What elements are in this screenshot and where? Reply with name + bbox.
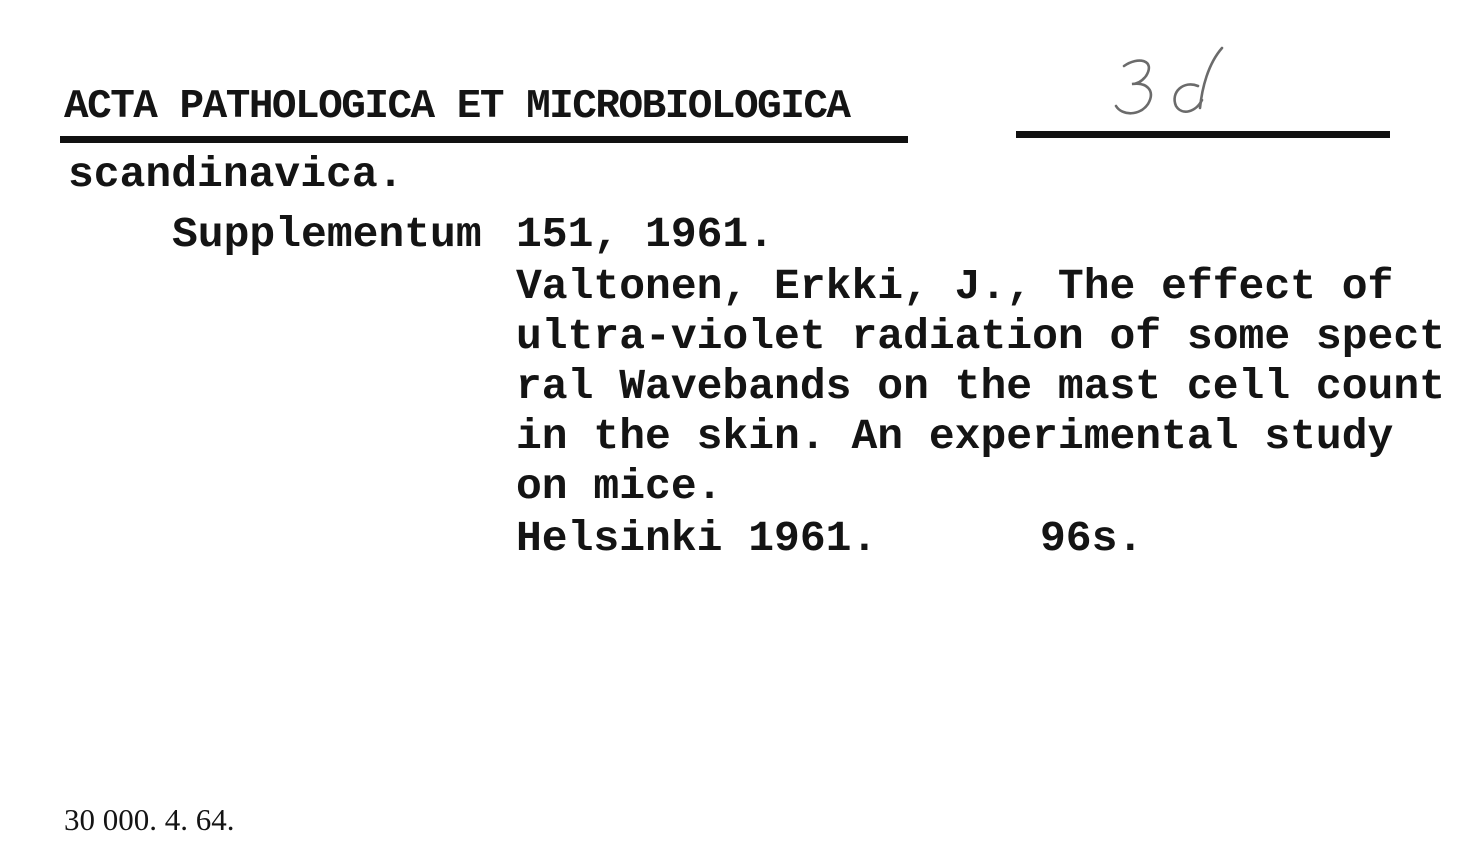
card-heading: ACTA PATHOLOGICA ET MICROBIOLOGICA: [64, 84, 850, 130]
description-line: ultra-violet radiation of some spect: [516, 312, 1445, 361]
description-line: Valtonen, Erkki, J., The effect of: [516, 262, 1394, 311]
imprint-pages: 96s.: [1040, 514, 1144, 563]
signature-line: [1016, 131, 1390, 138]
print-code: 30 000. 4. 64.: [64, 802, 235, 837]
description-line: on mice.: [516, 462, 723, 511]
supplement-value: 151, 1961.: [516, 210, 775, 259]
card-subtitle: scandinavica.: [68, 150, 404, 199]
description-line: in the skin. An experimental study: [516, 412, 1394, 461]
description-line: ral Wavebands on the mast cell count: [516, 362, 1445, 411]
heading-underline: [60, 136, 908, 143]
imprint-place-year: Helsinki 1961.: [516, 514, 878, 563]
handwritten-shelf-mark: [1112, 42, 1232, 122]
supplement-label: Supplementum: [172, 210, 482, 259]
